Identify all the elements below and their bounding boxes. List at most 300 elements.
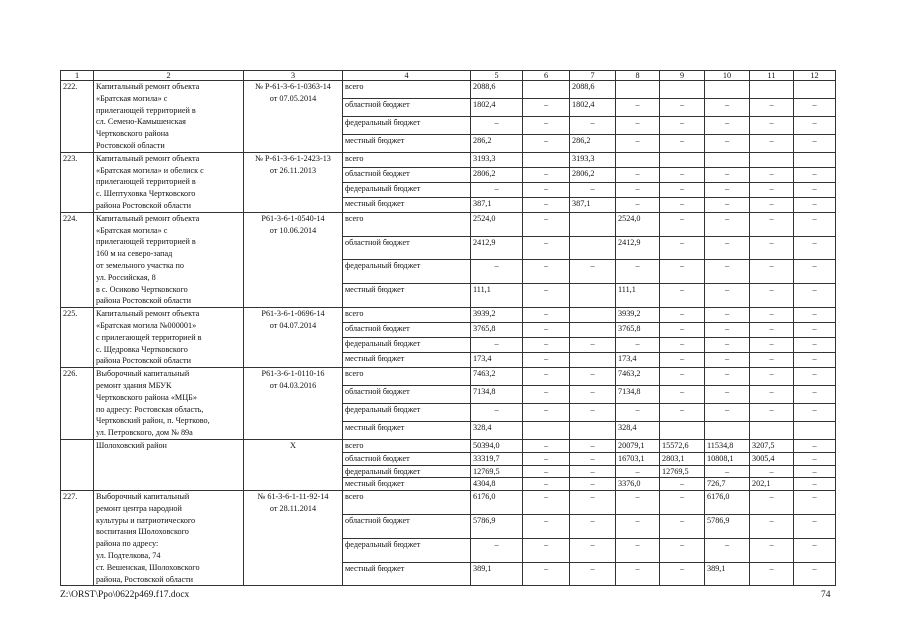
amount-cell: 2088,6 (471, 81, 523, 99)
reference-line: от 26.11.2013 (269, 165, 317, 175)
object-name-line: ул. Подтелкова, 74 (96, 551, 161, 561)
amount-cell: – (794, 353, 836, 368)
amount-cell: – (616, 562, 660, 586)
object-name-line: района Ростовской области (96, 296, 192, 306)
reference-line: от 04.03.2016 (269, 380, 317, 390)
amount-cell (660, 152, 705, 167)
amount-cell: – (705, 404, 750, 422)
amount-cell (616, 81, 660, 99)
amount-cell: – (570, 465, 616, 478)
amount-cell: – (660, 236, 705, 260)
budget-source: всего (343, 439, 471, 452)
amount-cell (794, 81, 836, 99)
item-number: 227. (61, 491, 94, 586)
object-name (94, 439, 244, 490)
amount-cell: – (705, 538, 750, 562)
budget-source: областной бюджет (343, 236, 471, 260)
amount-cell: – (794, 538, 836, 562)
amount-cell: – (570, 260, 616, 284)
expertise-reference (244, 439, 343, 490)
object-name (94, 368, 244, 440)
reference-line: № Р-61-3-6-1-2423-13 (255, 153, 331, 163)
amount-cell: – (616, 167, 660, 182)
object-name-line: Шолоховский район (96, 440, 167, 450)
amount-cell: – (705, 353, 750, 368)
amount-cell: – (660, 98, 705, 116)
amount-cell: – (570, 538, 616, 562)
amount-cell: – (471, 338, 523, 353)
reference-line: Р61-3-6-1-0540-14 (261, 213, 325, 223)
amount-cell: – (750, 182, 794, 197)
amount-cell: – (616, 338, 660, 353)
amount-cell: – (660, 514, 705, 538)
column-number-cell: 12 (794, 71, 836, 81)
amount-cell: – (523, 116, 570, 134)
amount-cell: – (660, 116, 705, 134)
object-name-line: ст. Вешенская, Шолоховского (96, 562, 200, 572)
object-name-line: сл. Семено-Камышенская (96, 117, 186, 127)
amount-cell: 111,1 (616, 284, 660, 308)
budget-source: областной бюджет (343, 386, 471, 404)
amount-cell: – (705, 386, 750, 404)
amount-cell: – (660, 134, 705, 152)
column-number-cell: 10 (705, 71, 750, 81)
amount-cell: – (750, 404, 794, 422)
amount-cell: 2803,1 (660, 452, 705, 465)
amount-cell: – (523, 478, 570, 491)
amount-cell: – (794, 465, 836, 478)
amount-cell: – (570, 491, 616, 515)
item-number: 225. (61, 308, 94, 368)
amount-cell: 2088,6 (570, 81, 616, 99)
expertise-reference (244, 368, 343, 440)
amount-cell: – (750, 284, 794, 308)
amount-cell: – (660, 478, 705, 491)
reference-line: от 10.06.2014 (269, 225, 317, 235)
amount-cell: 2412,9 (471, 236, 523, 260)
amount-cell: – (523, 465, 570, 478)
amount-cell: 3765,8 (471, 323, 523, 338)
object-name (94, 81, 244, 153)
amount-cell: – (794, 514, 836, 538)
amount-cell: – (794, 452, 836, 465)
amount-cell: – (616, 491, 660, 515)
amount-cell: – (570, 338, 616, 353)
amount-cell (705, 81, 750, 99)
reference-line: Р61-3-6-1-0110-16 (261, 369, 325, 379)
amount-cell: 173,4 (616, 353, 660, 368)
object-name-line: Чертковского района «МЦБ» (96, 392, 197, 402)
amount-cell: 3193,3 (570, 152, 616, 167)
amount-cell: – (794, 439, 836, 452)
table-row (61, 212, 836, 236)
amount-cell: – (660, 338, 705, 353)
amount-cell: 389,1 (705, 562, 750, 586)
object-name-line: Капитальный ремонт объекта (96, 213, 200, 223)
amount-cell: 12769,5 (471, 465, 523, 478)
budget-source: местный бюджет (343, 353, 471, 368)
amount-cell: 15572,6 (660, 439, 705, 452)
budget-source: федеральный бюджет (343, 182, 471, 197)
column-number-cell: 11 (750, 71, 794, 81)
amount-cell: – (750, 353, 794, 368)
page-number: 74 (821, 590, 831, 600)
amount-cell: 3939,2 (471, 308, 523, 323)
expertise-reference (244, 212, 343, 307)
amount-cell: – (616, 514, 660, 538)
expertise-reference (244, 491, 343, 586)
item-number: 224. (61, 212, 94, 307)
amount-cell: 2806,2 (570, 167, 616, 182)
amount-cell: – (794, 323, 836, 338)
amount-cell (750, 81, 794, 99)
object-name-line: с прилегающей территорией в (96, 332, 202, 342)
expertise-reference (244, 308, 343, 368)
column-number-cell: 3 (244, 71, 343, 81)
amount-cell: – (750, 260, 794, 284)
budget-source: федеральный бюджет (343, 116, 471, 134)
amount-cell: – (616, 465, 660, 478)
amount-cell: – (705, 284, 750, 308)
amount-cell: – (794, 491, 836, 515)
column-number-cell: 2 (94, 71, 244, 81)
budget-source: всего (343, 368, 471, 386)
amount-cell (570, 212, 616, 236)
amount-cell: – (750, 236, 794, 260)
budget-source: федеральный бюджет (343, 465, 471, 478)
reference-line: Х (290, 440, 296, 450)
amount-cell: – (660, 182, 705, 197)
footer-file-path: Z:\ORST\Ppo\0622p469.f17.docx (60, 590, 190, 600)
table-row (61, 491, 836, 515)
object-name-line: «Братская могила» с (96, 225, 168, 235)
amount-cell: – (616, 134, 660, 152)
item-number: 223. (61, 152, 94, 212)
object-name-line: ремонт центра народной (96, 503, 182, 513)
amount-cell: 20079,1 (616, 439, 660, 452)
object-name-line: «Братская могила №000001» (96, 320, 197, 330)
amount-cell (794, 421, 836, 439)
amount-cell: – (705, 167, 750, 182)
amount-cell: 1802,4 (471, 98, 523, 116)
amount-cell: 7134,8 (616, 386, 660, 404)
budget-source: местный бюджет (343, 284, 471, 308)
amount-cell: 2524,0 (616, 212, 660, 236)
amount-cell: – (523, 439, 570, 452)
amount-cell: 286,2 (570, 134, 616, 152)
object-name-line: района, Ростовской области (96, 574, 194, 584)
amount-cell: – (705, 236, 750, 260)
amount-cell: – (570, 452, 616, 465)
amount-cell: – (616, 538, 660, 562)
budget-source: федеральный бюджет (343, 538, 471, 562)
amount-cell (616, 152, 660, 167)
amount-cell: 5786,9 (705, 514, 750, 538)
amount-cell: 16703,1 (616, 452, 660, 465)
amount-cell: 33319,7 (471, 452, 523, 465)
object-name-line: ул. Российская, 8 (96, 272, 156, 282)
amount-cell: 202,1 (750, 478, 794, 491)
reference-line: от 28.11.2014 (269, 503, 317, 513)
amount-cell: 328,4 (471, 421, 523, 439)
item-number: 226. (61, 368, 94, 440)
table-row (61, 368, 836, 386)
amount-cell: – (570, 368, 616, 386)
amount-cell: – (660, 368, 705, 386)
object-name-line: прилегающей территорией в (96, 177, 196, 187)
amount-cell: 2412,9 (616, 236, 660, 260)
amount-cell: – (794, 182, 836, 197)
object-name-line: Выборочный капитальный (96, 369, 190, 379)
amount-cell: – (750, 212, 794, 236)
object-name-line: Выборочный капитальный (96, 492, 190, 502)
amount-cell: – (471, 182, 523, 197)
amount-cell (705, 421, 750, 439)
amount-cell: – (750, 338, 794, 353)
amount-cell: – (705, 338, 750, 353)
amount-cell: – (523, 236, 570, 260)
object-name-line: ремонт здания МБУК (96, 380, 172, 390)
amount-cell: 6176,0 (471, 491, 523, 515)
object-name-line: прилегающей территорией в (96, 237, 196, 247)
object-name-line: Чертковский район, п. Чертково, (96, 416, 210, 426)
amount-cell: – (523, 562, 570, 586)
expertise-reference (244, 81, 343, 153)
column-number-cell: 1 (61, 71, 94, 81)
amount-cell (523, 81, 570, 99)
amount-cell: 7463,2 (471, 368, 523, 386)
reference-line: от 07.05.2014 (269, 93, 317, 103)
object-name-line: Капитальный ремонт объекта (96, 82, 200, 91)
amount-cell: – (570, 478, 616, 491)
amount-cell: – (523, 386, 570, 404)
amount-cell: – (705, 368, 750, 386)
amount-cell: 2524,0 (471, 212, 523, 236)
object-name-line: культуры и патриотического (96, 515, 196, 525)
amount-cell: – (705, 323, 750, 338)
amount-cell: 10808,1 (705, 452, 750, 465)
amount-cell (794, 152, 836, 167)
amount-cell: 7463,2 (616, 368, 660, 386)
amount-cell: – (794, 368, 836, 386)
amount-cell: – (660, 167, 705, 182)
item-number (61, 439, 94, 490)
amount-cell: – (794, 260, 836, 284)
object-name-line: Капитальный ремонт объекта (96, 309, 200, 319)
amount-cell: 111,1 (471, 284, 523, 308)
amount-cell: – (471, 538, 523, 562)
object-name (94, 491, 244, 586)
amount-cell: 3193,3 (471, 152, 523, 167)
amount-cell: 387,1 (570, 197, 616, 212)
amount-cell: – (570, 404, 616, 422)
table-row (61, 308, 836, 323)
amount-cell: – (616, 404, 660, 422)
amount-cell: 1802,4 (570, 98, 616, 116)
amount-cell: – (523, 212, 570, 236)
amount-cell: – (705, 465, 750, 478)
amount-cell: – (750, 514, 794, 538)
budget-source: областной бюджет (343, 323, 471, 338)
budget-source: всего (343, 152, 471, 167)
budget-source: местный бюджет (343, 478, 471, 491)
amount-cell: – (750, 167, 794, 182)
amount-cell: – (794, 134, 836, 152)
object-name-line: района по адресу: (96, 539, 159, 549)
amount-cell (660, 421, 705, 439)
amount-cell: – (616, 182, 660, 197)
amount-cell: – (471, 116, 523, 134)
amount-cell: – (750, 491, 794, 515)
column-number-cell: 8 (616, 71, 660, 81)
amount-cell: 12769,5 (660, 465, 705, 478)
amount-cell: – (794, 167, 836, 182)
budget-source: федеральный бюджет (343, 260, 471, 284)
budget-source: областной бюджет (343, 452, 471, 465)
amount-cell: 11534,8 (705, 439, 750, 452)
expertise-reference (244, 152, 343, 212)
amount-cell: 3005,4 (750, 452, 794, 465)
item-number: 222. (61, 81, 94, 153)
amount-cell: – (750, 368, 794, 386)
amount-cell (570, 284, 616, 308)
amount-cell: – (660, 386, 705, 404)
budget-source: местный бюджет (343, 562, 471, 586)
amount-cell: – (705, 134, 750, 152)
amount-cell: – (523, 514, 570, 538)
reference-line: № 61-3-6-1-11-92-14 (257, 492, 329, 502)
budget-source: местный бюджет (343, 421, 471, 439)
object-name-line: с. Шептуховка Чертковского (96, 189, 196, 199)
amount-cell: – (523, 182, 570, 197)
document-sheet (60, 70, 835, 586)
amount-cell: 2806,2 (471, 167, 523, 182)
amount-cell: – (660, 538, 705, 562)
object-name-line: района Ростовской области (96, 200, 192, 210)
amount-cell: – (471, 260, 523, 284)
amount-cell: – (523, 338, 570, 353)
amount-cell: – (660, 260, 705, 284)
amount-cell: – (523, 167, 570, 182)
column-number-cell: 4 (343, 71, 471, 81)
amount-cell: – (794, 338, 836, 353)
budget-source: всего (343, 212, 471, 236)
amount-cell: 726,7 (705, 478, 750, 491)
amount-cell: – (794, 386, 836, 404)
amount-cell: – (660, 308, 705, 323)
amount-cell: 4304,8 (471, 478, 523, 491)
budget-source: всего (343, 81, 471, 99)
object-name-line: от земельного участка по (96, 260, 184, 270)
amount-cell: – (794, 478, 836, 491)
amount-cell: – (705, 116, 750, 134)
object-name-line: Чертковского района (96, 129, 169, 139)
object-name (94, 308, 244, 368)
budget-source: областной бюджет (343, 98, 471, 116)
object-name-line: ул. Петровского, дом № 89а (96, 428, 193, 438)
amount-cell: – (794, 116, 836, 134)
amount-cell: – (523, 260, 570, 284)
amount-cell: – (660, 323, 705, 338)
column-number-cell: 5 (471, 71, 523, 81)
reference-line: Р61-3-6-1-0696-14 (261, 309, 325, 319)
amount-cell: 387,1 (471, 197, 523, 212)
amount-cell: – (616, 116, 660, 134)
amount-cell (750, 152, 794, 167)
column-number-cell: 9 (660, 71, 705, 81)
amount-cell: 50394,0 (471, 439, 523, 452)
amount-cell: – (750, 197, 794, 212)
budget-table (60, 70, 836, 586)
amount-cell: – (750, 308, 794, 323)
amount-cell: – (660, 404, 705, 422)
amount-cell: – (660, 197, 705, 212)
amount-cell: – (750, 98, 794, 116)
amount-cell: – (705, 212, 750, 236)
amount-cell: – (523, 538, 570, 562)
amount-cell: – (523, 368, 570, 386)
object-name-line: в с. Осиково Чертковского (96, 284, 188, 294)
amount-cell: 3765,8 (616, 323, 660, 338)
amount-cell: 286,2 (471, 134, 523, 152)
amount-cell: – (750, 465, 794, 478)
amount-cell (523, 421, 570, 439)
amount-cell: – (523, 284, 570, 308)
amount-cell: – (616, 197, 660, 212)
amount-cell: – (616, 260, 660, 284)
amount-cell: 6176,0 (705, 491, 750, 515)
amount-cell: – (570, 439, 616, 452)
budget-source: федеральный бюджет (343, 338, 471, 353)
amount-cell: 3207,5 (750, 439, 794, 452)
amount-cell: – (523, 134, 570, 152)
object-name-line: по адресу: Ростовская область, (96, 404, 204, 414)
amount-cell (570, 353, 616, 368)
amount-cell: 328,4 (616, 421, 660, 439)
amount-cell: – (523, 308, 570, 323)
column-number-cell: 6 (523, 71, 570, 81)
amount-cell: – (660, 562, 705, 586)
column-number-cell: 7 (570, 71, 616, 81)
object-name (94, 152, 244, 212)
budget-source: всего (343, 308, 471, 323)
budget-source: областной бюджет (343, 167, 471, 182)
amount-cell: – (523, 353, 570, 368)
object-name-line: Ростовской области (96, 140, 165, 150)
amount-cell: – (794, 236, 836, 260)
amount-cell (570, 308, 616, 323)
amount-cell: – (660, 491, 705, 515)
amount-cell (523, 152, 570, 167)
budget-source: всего (343, 491, 471, 515)
amount-cell: 389,1 (471, 562, 523, 586)
amount-cell: – (523, 404, 570, 422)
amount-cell (660, 81, 705, 99)
amount-cell: – (660, 212, 705, 236)
amount-cell: – (660, 284, 705, 308)
amount-cell (705, 152, 750, 167)
amount-cell: – (750, 562, 794, 586)
amount-cell: – (794, 212, 836, 236)
reference-line: № Р-61-3-6-1-0363-14 (255, 82, 331, 91)
amount-cell: – (570, 562, 616, 586)
amount-cell: – (523, 197, 570, 212)
amount-cell: – (523, 323, 570, 338)
amount-cell: – (570, 182, 616, 197)
amount-cell: – (705, 98, 750, 116)
amount-cell (750, 421, 794, 439)
amount-cell: – (794, 197, 836, 212)
